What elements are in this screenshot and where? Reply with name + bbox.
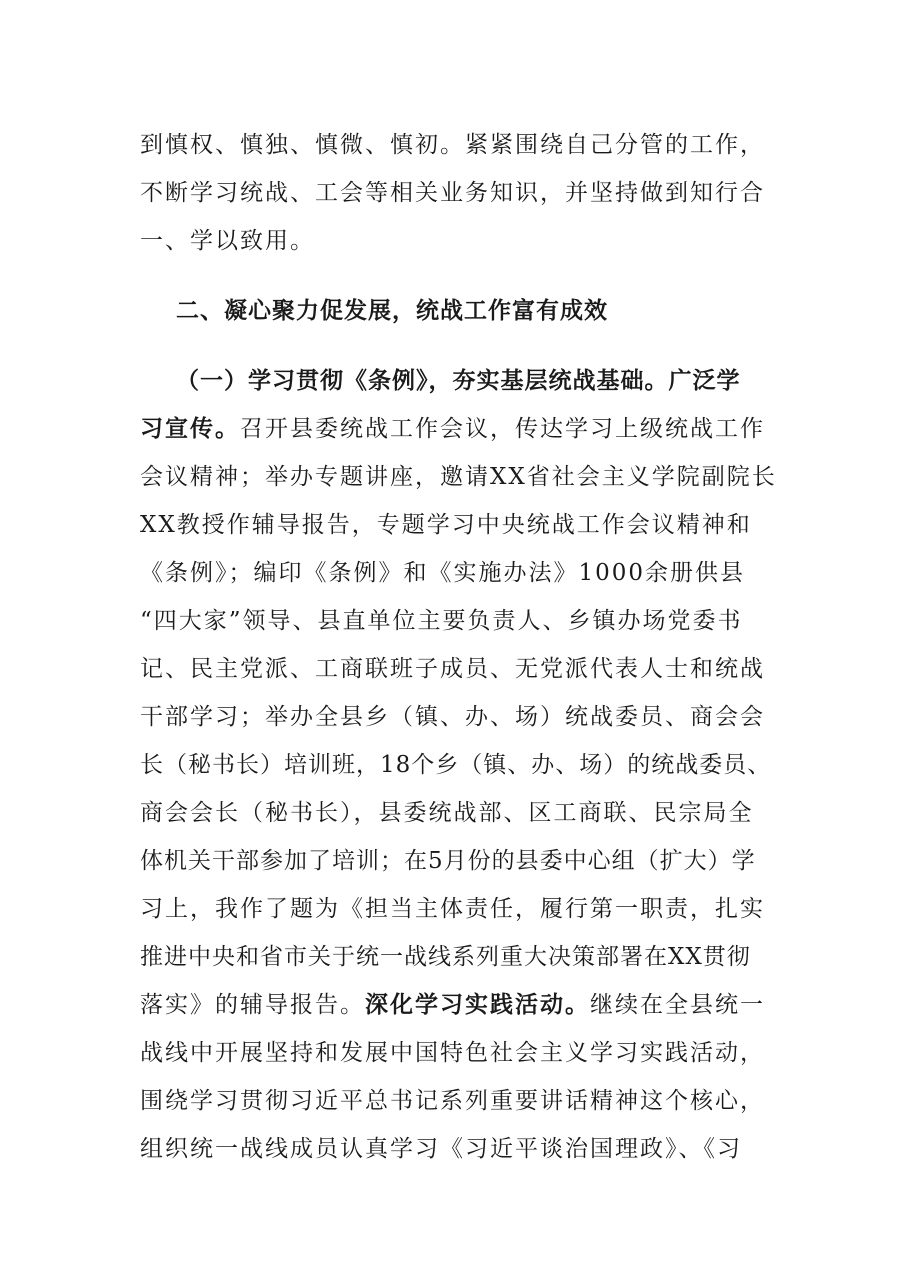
section-heading xyxy=(176,296,608,326)
text-segment: 推进中央和省市关于统一战线系列重大决策部署在XX贯彻 xyxy=(140,944,751,970)
text-segment: 《条例》；编印《条例》和《实施办法》1000余册供县 xyxy=(140,560,746,586)
text-line xyxy=(140,942,751,972)
text-segment: 长（秘书长）培训班，18个乡（镇、办、场）的统战委员、 xyxy=(140,752,772,778)
text-line xyxy=(140,702,765,732)
bold-lead-text: 深化学习实践活动。 xyxy=(365,992,590,1018)
text-segment: “四大家”领导、县直单位主要负责人、乡镇办场党委书 xyxy=(140,608,743,634)
text-segment: 组织统一战线成员认真学习《习近平谈治国理政》、《习 xyxy=(140,1136,742,1162)
text-line xyxy=(140,462,777,492)
text-segment: XX教授作辅导报告，专题学习中央统战工作会议精神和 xyxy=(140,512,752,538)
text-segment: 干部学习；举办全县乡（镇、办、场）统战委员、商会会 xyxy=(140,704,765,730)
text-segment: 召开县委统战工作会议，传达学习上级统战工作 xyxy=(240,416,765,442)
text-segment: 会议精神；举办专题讲座，邀请XX省社会主义学院副院长 xyxy=(140,464,777,490)
bold-lead-text: 习宣传。 xyxy=(140,416,240,442)
text-line xyxy=(140,846,756,876)
text-line xyxy=(140,414,765,444)
text-segment: 习上，我作了题为《担当主体责任，履行第一职责，扎实 xyxy=(140,896,765,922)
text-line xyxy=(140,750,771,780)
text-segment: 到慎权、慎独、慎微、慎初。紧紧围绕自己分管的工作， xyxy=(140,132,765,158)
heading-text: （一）学习贯彻《条例》，夯实基层统战基础。广泛学 xyxy=(176,368,741,394)
text-line xyxy=(140,1086,765,1116)
text-line xyxy=(140,558,745,588)
text-segment: 不断学习统战、工会等相关业务知识，并坚持做到知行合 xyxy=(140,180,765,206)
text-segment: 继续在全县统一 xyxy=(590,992,765,1018)
text-line xyxy=(140,990,765,1020)
text-segment: 商会会长（秘书长），县委统战部、区工商联、民宗局全 xyxy=(140,800,754,826)
text-line xyxy=(140,1134,742,1164)
text-segment: 落实》的辅导报告。 xyxy=(140,992,365,1018)
text-line xyxy=(140,130,765,160)
text-line xyxy=(140,894,765,924)
text-line xyxy=(140,510,752,540)
text-line xyxy=(140,798,754,828)
text-segment: 体机关干部参加了培训；在5月份的县委中心组（扩大）学 xyxy=(140,848,756,874)
heading-text: 二、凝心聚力促发展，统战工作富有成效 xyxy=(176,298,608,324)
text-segment: 记、民主党派、工商联班子成员、无党派代表人士和统战 xyxy=(140,656,765,682)
text-line xyxy=(140,226,315,256)
text-segment: 一、学以致用。 xyxy=(140,228,315,254)
text-line xyxy=(140,654,765,684)
text-line xyxy=(140,178,765,208)
text-line xyxy=(140,606,743,636)
subsection-heading xyxy=(176,366,741,396)
text-segment: 战线中开展坚持和发展中国特色社会主义学习实践活动， xyxy=(140,1040,765,1066)
text-line xyxy=(140,1038,765,1068)
text-segment: 围绕学习贯彻习近平总书记系列重要讲话精神这个核心， xyxy=(140,1088,765,1114)
